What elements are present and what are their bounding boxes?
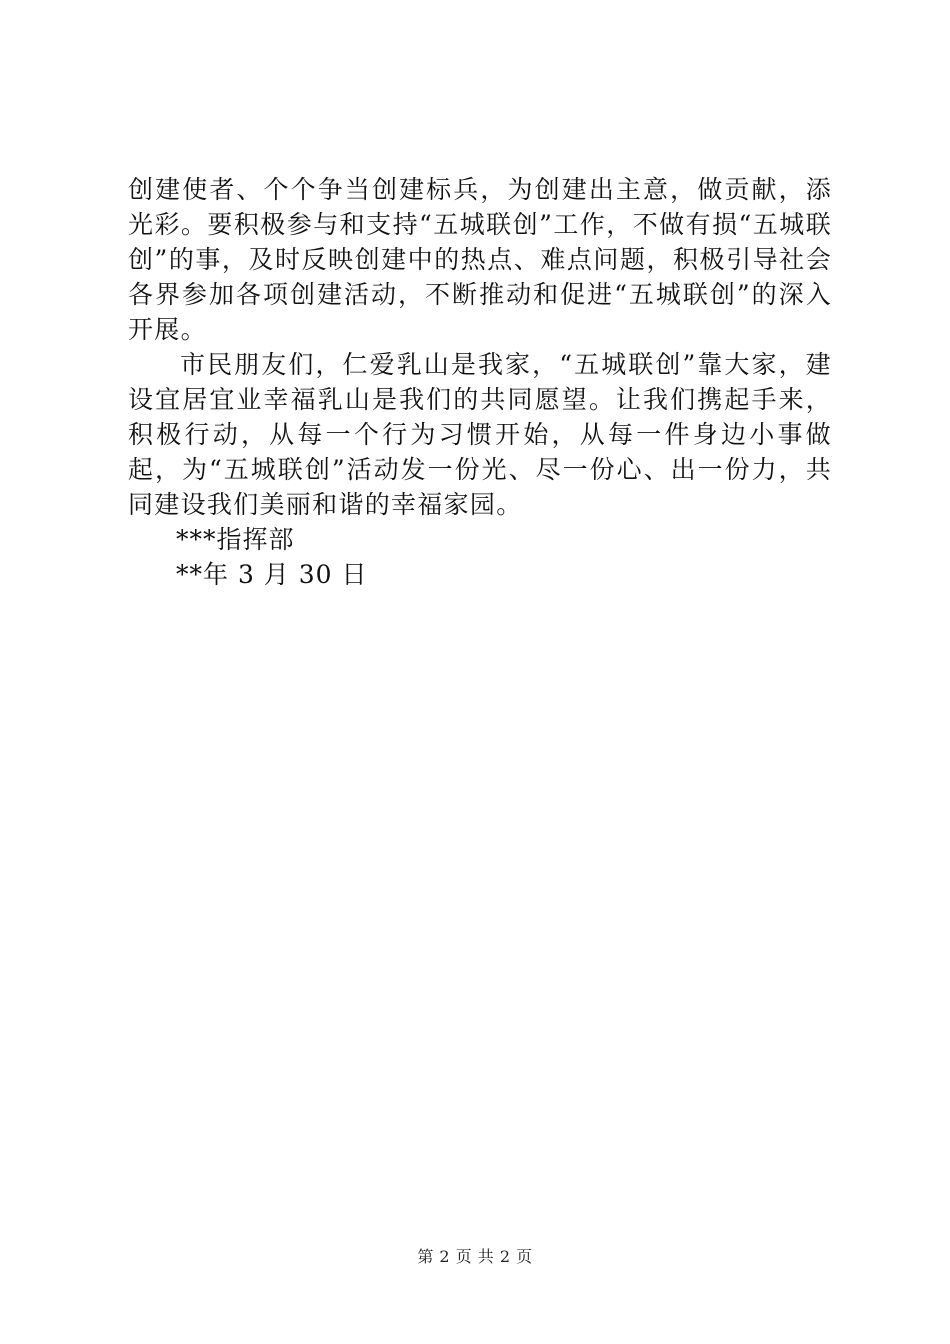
paragraph-continuation: 创建使者、个个争当创建标兵，为创建出主意，做贡献，添光彩。要积极参与和支持“五城联创”工作，不做有损“五城联创”的事，及时反映创建中的热点、难点问题，积极引导社会各界参加各项创建活动，不断推动和促进“五城联创”的深入开展。 bbox=[128, 175, 832, 344]
document-body bbox=[128, 172, 832, 592]
paragraph-appeal: 市民朋友们，仁爱乳山是我家，“五城联创”靠大家，建设宜居宜业幸福乳山是我们的共同愿望。让我们携起手来，积极行动，从每一个行为习惯开始，从每一件身边小事做起，为“五城联创”活动发一份光、尽一份心、出一份力，共同建设我们美丽和谐的幸福家园。 bbox=[128, 350, 832, 519]
date-line: **年 3 月 30 日 bbox=[176, 560, 368, 589]
signature-line: ***指挥部 bbox=[176, 525, 295, 554]
page-footer: 第 2 页 共 2 页 bbox=[417, 1247, 533, 1266]
